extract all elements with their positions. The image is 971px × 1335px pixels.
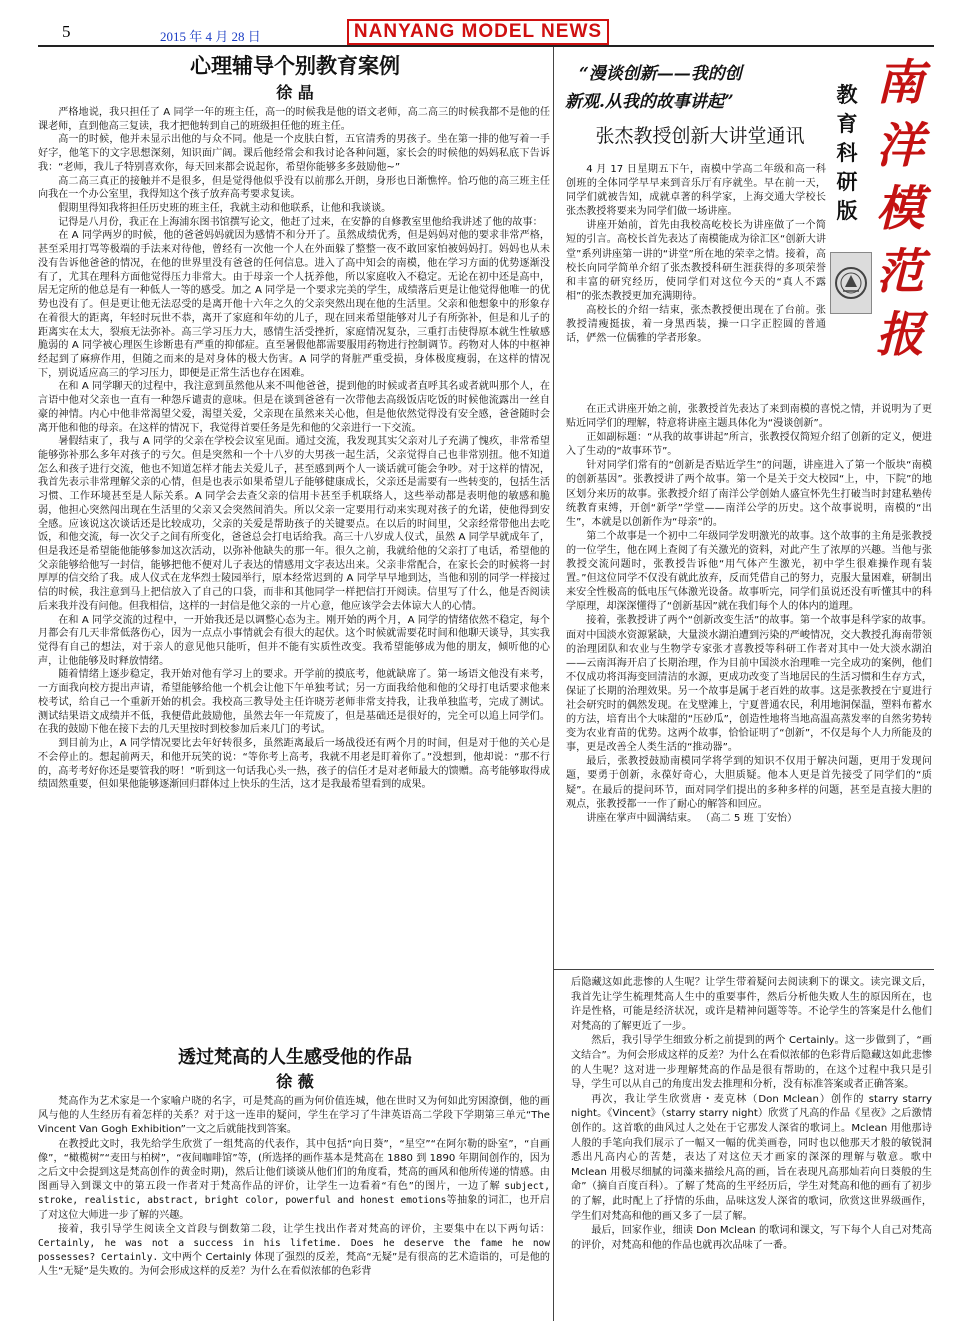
masthead: NANYANG MODEL NEWS — [347, 19, 609, 45]
brand-char: 南 — [875, 55, 924, 111]
article2-body-left — [38, 1095, 550, 1280]
paragraph — [38, 1223, 550, 1280]
article2-body-right — [571, 976, 932, 1253]
english-terms: subject, stroke, realistic, abstract, bright color, powerful and honest emotions — [38, 1181, 550, 1207]
paragraph: 暑假结束了，我与 A 同学的父亲在学校会议室见面。通过交流，我发现其实父亲对儿子充满了愧疚，非常希望能够弥补那么多年对孩子的亏欠。但是突然和一个十八岁的大男孩一起生活，父亲觉得自己也非常别扭。他不知道怎么和孩子进行交流，他也不知道怎样才能去关爱儿子，甚至感到两个人一谈话就可能会争吵。对于这样的情况，我首先表示非常理解父亲的心情，但是也表示如果希望儿子能够健康成长，父亲还是需要有一些转变的，包括生活习惯、工作环境甚至是人际关系。A 同学会去查父亲的信用卡甚至手机联络人，这些举动都是表明他的敏感和脆弱，他担心突然闯出现在生活里的父亲又会突然间消失。所以父亲一定要用行动来实现对孩子的允诺，使他得到安全感。应该说这次谈话还是比较成功，父亲的关爱是帮助孩子的关键要点。在以后的时间里，父亲经常带他出去吃饭，和他交流，每一次父子之间有所变化，爸爸总会打电话给我。高三十八岁成人仪式，虽然 A 同学早就成年了，但是我还是希望能他能够参加这次活动，以弥补他缺失的那一年。很久之前，我就给他的父亲打了电话，希望他的父亲能够给他写一封信，能够把他不便对儿子表达的情感用文字表达出来。父亲非常配合，在家长会的时候将一封厚厚的信交给了我。成人仪式在龙华烈士陵园举行，原本经常迟到的 A 同学早早地到达，当他和别的同学一样接过信的时候，我注意到马上把信放入了自己的口袋，而非和其他同学一样把信打开阅读。信里写了什么，他是否阅读后来我并没有问他。但我相信，这样的一封信是他父亲的一片心意，他应该学会去体谅大人的心情。 — [38, 436, 550, 612]
section-label-char: 科 — [836, 140, 858, 165]
brand-char: 模 — [875, 181, 924, 237]
paragraph: 记得是八月份，我正在上海浦东图书馆撰写论文，他赶了过来，在安静的自修教室里他给我讲述了他的故事： — [58, 216, 543, 228]
lecture-signoff: 讲座在掌声中圆满结束。 （高二 5 班 丁安怡） — [586, 812, 798, 824]
paragraph: 到目前为止，A 同学情况要比去年好转很多，虽然距离最后一场战役还有两个月的时间，但是对于他的关心是不会停止的。想起前两天，和他开玩笑的说：“等你考上高考，我就不用老是盯着你了。”没想到，他却说：“那不行的，高考考好你还是要管我的呀！”听到这一句话我心头一热，孩子的信任才是对老师最大的馈赠。高考能够取得成绩固然重要，但如果他能够逐渐回归群体过上快乐的生活，这才是我最希望看到的成果。 — [38, 738, 550, 791]
paragraph: 再次，我让学生欣赏唐・麦克林（Don Mclean）创作的 starry starry night。《Vincent》（starry starry night）欣赏了凡高的作品《星夜》之后激情创作的。这首歌的曲风过人之处在于它那发人深省的歌词上。Mclean 用他那诗人般的手笔向我们展示了一幅又一幅的优美画卷，同时也以他那天才般的敏锐洞悉出凡高内心的苦楚，表达了对这位天才画家的深深的理解与敬意。歌中 Mclean 用极尽细腻的词藻来描绘凡高的画，旨在表现凡高那灿若向日葵般的生命”（摘自百度百科）。了解了梵高的生平经历后，学生对梵高和他的画有了初步的了解，此时配上了抒情的乐曲，品味这发人深省的歌词，欣赏这世界级画作，学生们对梵高和他的画又多了一层了解。 — [571, 1093, 932, 1222]
section-label-char: 研 — [836, 169, 858, 194]
paragraph: 随着情绪上逐步稳定，我开始对他有学习上的要求。开学前的摸底考，他就缺席了。第一场语文他没有来考，一方面我向校方提出声请，希望能够给他一个机会让他下午单独考试；另一方面我给他和他的父母打电话要求他来校考试，给自己一个重新开始的机会。我校高三教导处主任许晓芳老师非常支持我，让我单独监考，完成了测试。测试结果语文成绩并不低，我便借此鼓励他，虽然去年一年荒废了，但是基础还是很好的，完全可以追上同学们。在我的鼓励下他在接下去的几天里按时到校参加后来几门的考试。 — [38, 669, 550, 736]
brand-char: 范 — [875, 244, 924, 300]
lecture-intro — [566, 163, 826, 346]
paragraph: 高一的时候，他并未显示出他的与众不同。他是一个皮肤白皙，五官清秀的男孩子。坐在第一排的他写着一手好字，他笔下的文字思想深刻，知识面广阔。课后他经常会和我讨论各种问题，家长会的时候他的妈妈私底下告诉我：“老师，我儿子特别喜欢你，每天回来都会说起你，希望你能够多多鼓励他~” — [38, 134, 550, 173]
paragraph: 严格地说，我只担任了 A 同学一年的班主任，高一的时候我是他的语文老师，高二高三的时候我都不是他的任课老师，直到他高三复读，我才把他转到自己的班级担任他的班主任。 — [38, 107, 550, 132]
paragraph: 高校长的介绍一结束，张杰教授便出现在了台前。张教授清瘦挺拔，着一身黑西装，操一口字正腔圆的普通话，俨然一位儒雅的学者形象。 — [566, 304, 826, 345]
paragraph-text: 接着，我引导学生阅读全文首段与倒数第二段，让学生找出作者对梵高的评价，主要集中在以下两句话： — [58, 1223, 550, 1235]
article1-author: 徐 晶 — [276, 83, 314, 102]
paragraph: 讲座开始前，首先由我校高屹校长为讲座做了一个简短的引言。高校长首先表达了南模能成为徐汇区“创新大讲堂”系列讲座第一讲的“讲堂”所在地的荣幸之情。接着，高校长向同学简单介绍了张杰教授科研生涯获得的多项荣誉和丰富的研究经历，使同学们对这位今天的“真人不露相”的张杰教授更加充满期待。 — [566, 220, 826, 302]
paragraph: 最后，张教授鼓励南模同学将学到的知识不仅用于解决问题，更用于发现问题，要勇于创新，永葆好奇心，大胆质疑。他本人更是首先接受了同学们的“质疑”。在最后的提问环节，面对同学们提出的多种多样的问题，甚至是直接大胆的观点，张教授都一一作了耐心的解答和回应。 — [566, 756, 932, 810]
lecture-body — [566, 403, 932, 826]
header-rule — [38, 45, 934, 47]
lecture-title — [565, 60, 830, 116]
section-label-char: 教 — [836, 82, 858, 107]
section-label-char: 育 — [836, 111, 858, 136]
paragraph-text: 等抽象的词汇，也开启了对这位大师进一步了解的兴趣。 — [38, 1195, 550, 1221]
paragraph: 正如副标题：“从我的故事讲起”所言，张教授仅简短介绍了创新的定义，便进入了生动的“故事环节”。 — [566, 432, 932, 458]
paragraph: 高二高三真正的接触并不是很多，但是觉得他似乎没有以前那么开朗，身形也日渐憔悴。恰巧他的高三班主任向我在一个办公室里，我得知这个孩子放弃高考要求复读。 — [38, 175, 550, 201]
brand-char: 报 — [875, 307, 924, 363]
lecture-title-line: “漫谈创新——我的创 — [579, 64, 742, 84]
paragraph-text: 文中两个 Certainly 体现了强烈的反差，梵高“无疑”是有很高的艺术造诣的，可是他的人生“无疑”是失败的。为何会形成这样的反差？为什么在看似浓郁的色彩背 — [38, 1252, 550, 1278]
paragraph: 然后，我引导学生细致分析之前提到的两个 Certainly。这一步做到了，“画文结合”。为何会形成这样的反差？为什么在看似浓郁的色彩背后隐藏这如此悲惨的人生呢？这对进一步理解梵高的作品是很有帮助的，在这个过程中我只是引导，学生可以从自己的角度出发去推理和分析，没有标准答案或者正确答案。 — [571, 1035, 932, 1091]
section-label-char: 版 — [836, 198, 858, 223]
paragraph: 4 月 17 日星期五下午，南模中学高二年级和高一科创班的全体同学早早来到音乐厅有序就坐。早在前一天，同学们就被告知，成就卓著的科学家，上海交通大学校长张杰教授将要来为同学们做一场讲座。 — [566, 164, 826, 218]
newspaper-brand — [870, 52, 930, 367]
paragraph: 最后，回家作业，细读 Don Mclean 的歌词和课文，写下每个人自己对梵高的评价，对梵高和他的作品也就再次品味了一番。 — [571, 1225, 932, 1251]
brand-char: 洋 — [875, 118, 924, 174]
paragraph: 后隐藏这如此悲惨的人生呢？让学生带着疑问去阅读剩下的课文。读完课文后，我首先让学生梳理梵高人生中的重要事件，然后分析他失败人生的原因所在，也许是性格，可能是经济状况，或许是精神问题等等。不论学生的答案是什么他们对梵高的了解更近了一步。 — [571, 977, 932, 1032]
section-label — [836, 80, 858, 225]
paragraph-text: 在教授此文时，我先给学生欣赏了一组梵高的代表作，其中包括“向日葵”，“星空”“在阿尔勒的卧室”，“自画像”，“橄榄树”“麦田与柏树”，“夜间咖啡馆”等，(所选择的画作基本是梵高在 1880 到 1890 年期间创作的，因为之后文中会提到这是梵高创作的黄金时期)，然后让他们谈谈从他们们的角度看，梵高的画风和他所传递的情感。由图画导入到课文中的第五段一作者对于梵高作品的评价，让学生一边看着“有色”的图片，一边了解 — [38, 1138, 550, 1193]
english-quote: Certainly, he was not a success in his lifetime. Does he deserve the fame he now possesses? Certainly. — [38, 1238, 550, 1264]
paragraph: 接着，张教授讲了两个“创新改变生活”的故事。第一个故事是科学家的故事。面对中国淡水资源紧缺，大量淡水湖泊遭到污染的严峻情况，交大教授孔海南带领的治理团队和农业与生物学专家张才喜教授等科研工作者对其中一处大淡水湖泊——云南洱海开启了长期治理，作为目前中国淡水治理唯一完全成功的案例，他们不仅成功将洱海变回清洁的水源，更成功改变了当地居民的生活习惯和生存方式，保证了长期的治理效果。另一个故事是属于老百姓的故事。这是张教授在宁夏进行社会研究时的偶然发现。在戈壁滩上，宁夏普通农民，利用地洞保温，塑料布蓄水的方法，培育出个大味甜的“压砂瓜”，创造性地将当地高温高蒸发率的自然劣势转变为农业育苗的优势。这两个故事，恰恰证明了“创新”，不仅是每个人力所能及的事，更是改善全人类生活的“推动器”。 — [566, 615, 932, 754]
lecture-subtitle: 张杰教授创新大讲堂通讯 — [595, 125, 805, 147]
page-number: 5 — [62, 22, 71, 41]
paragraph: 假期里得知我将担任历史班的班主任，我就主动和他联系，让他和我谈谈。 — [58, 203, 392, 215]
article2-title: 透过梵高的人生感受他的作品 — [178, 1047, 412, 1068]
paragraph: 在和 A 同学交流的过程中，一开始我还是以调整心态为主。刚开始的两个月，A 同学的情绪依然不稳定，每个月都会有几天非常低落伤心，因为一点点小事情就会有很大的起伏。这个时候就需要花时间和他聊天谈导，其实我觉得有自己的想法，对于亲人的意见他只能听，但并不能有实质性改变。我希望能够成为他的朋友，倾听他的心声，让他能够及时释放情绪。 — [38, 614, 550, 667]
school-emblem-icon — [831, 253, 871, 313]
article1-title: 心理辅导个别教育案例 — [190, 53, 400, 78]
paragraph: 针对同学们常有的“创新是否贴近学生”的问题，讲座进入了第一个版块“南模的创新基因”。张教授讲了两个故事。第一个是关于交大校园“上，中，下院”的地区划分来历的故事。张教授介绍了南洋公学创始人盛宣怀先生打破当时封建私塾传统教育束缚，开创“新学”学堂——南洋公学的历史。这个故事说明，南模的“出生”，本就是以创新作为“母亲”的。 — [566, 460, 932, 528]
school-logo — [830, 252, 872, 314]
section-rule — [553, 969, 934, 970]
column-divider — [553, 47, 554, 969]
paragraph: 在和 A 同学聊天的过程中，我注意到虽然他从来不叫他爸爸，提到他的时候或者直呼其名或者就叫那个人，在言语中他对父亲也一直有一种怨斥谴责的意味。但是在谈到爸爸有一次带他去高级饭店吃饭的时候他流露出一丝自豪的神情。内心中他非常渴望父爱，渴望关爱，父亲现在虽然来关心他，但是他依然觉得没有安全感，爸爸随时会离开他和他的母亲。在这样的情况下，我觉得首要任务是先和他的父亲进行一下交流。 — [38, 381, 550, 434]
paragraph: 第二个故事是一个初中二年级同学发明激光的故事。这个故事的主角是张教授的一位学生，他在网上查阅了有关激光的资料，对此产生了浓厚的兴趣。当他与张教授交流问题时，张教授告诉他“用气体产生激光，初中学生很难操作现有装置。”但这位同学不仅没有就此放弃，反而凭借自己的努力，克服大量困难，研制出来安全性极高的低电压气体激光设备。故事听完，同学们虽说还没有听懂其中的科学原理，却深深懂得了“创新基因”就在我们每个人的体内的道理。 — [566, 530, 932, 613]
paragraph: 在 A 同学两岁的时候，他的爸爸妈妈就因为感情不和分开了。虽然成绩优秀，但是妈妈对他的要求非常严格，甚至采用打骂等极端的手法来对待他，曾经有一次他一个人在外面躲了整整一夜不敢回家怕被妈妈打。妈妈也从未没有告诉他爸爸的情况，在他的世界里没有爸爸的任何信息。进入了高中知会的南模，他在学习方面的优势逐渐没有了，尤其在理科方面他觉得压力非常大。由于母亲一个人抚养他，所以家庭收入不稳定。无论在初中还是高中，居无定所的他总是有一种低人一等的感受。加之 A 同学是一个要求完美的学生，成绩落后更是让他觉得他唯一的优势也没有了。但是更让他无法忍受的是离开他十六年之久的父亲突然出现在他的生活里。父亲和他想象中的形象存在着很大的距离，年轻时玩世不恭，离开了家庭和年幼的儿子，现在回来希望能够对儿子有所弥补，但是和儿子的距离实在太大，裂痕无法弥补。高三学习压力大，感情生活受挫折，家庭情况复杂，三重打击使得原本就生性敏感脆弱的 A 同学被心理医生诊断患有严重的抑郁症。直至暑假他都需要服用药物进行控制调节。药物对人体的中枢神经起到了麻痹作用，但随之而来的是对身体的极大伤害。A 同学的肾脏严重受损，身体极度瘦弱，在这样的情况下，别说适应高三的学习压力，即便是正常生活也存在困难。 — [38, 230, 550, 379]
paragraph: 在正式讲座开始之前，张教授首先表达了来到南模的喜悦之情，并说明为了更贴近同学们的理解，特意将讲座主题具体化为“漫谈创新”。 — [566, 404, 932, 430]
paragraph — [38, 1138, 550, 1223]
article2-author: 徐 薇 — [276, 1072, 314, 1091]
paragraph: 梵高作为艺术家是一个家喻户晓的名字，可是梵高的画为何价值连城，他在世时又为何如此穷困潦倒，他的画风与他的人生经历有着怎样的关系？对于这一连串的疑问，学生在学习了牛津英语高二学段下学期第三单元“The Vincent Van Gogh Exhibition”一文之后就能找到答案。 — [38, 1096, 550, 1136]
lecture-title-line: 新观.从我的故事讲起” — [565, 92, 734, 112]
column-divider — [553, 969, 554, 1321]
article1-body — [38, 106, 550, 792]
issue-date: 2015 年 4 月 28 日 — [160, 29, 261, 44]
